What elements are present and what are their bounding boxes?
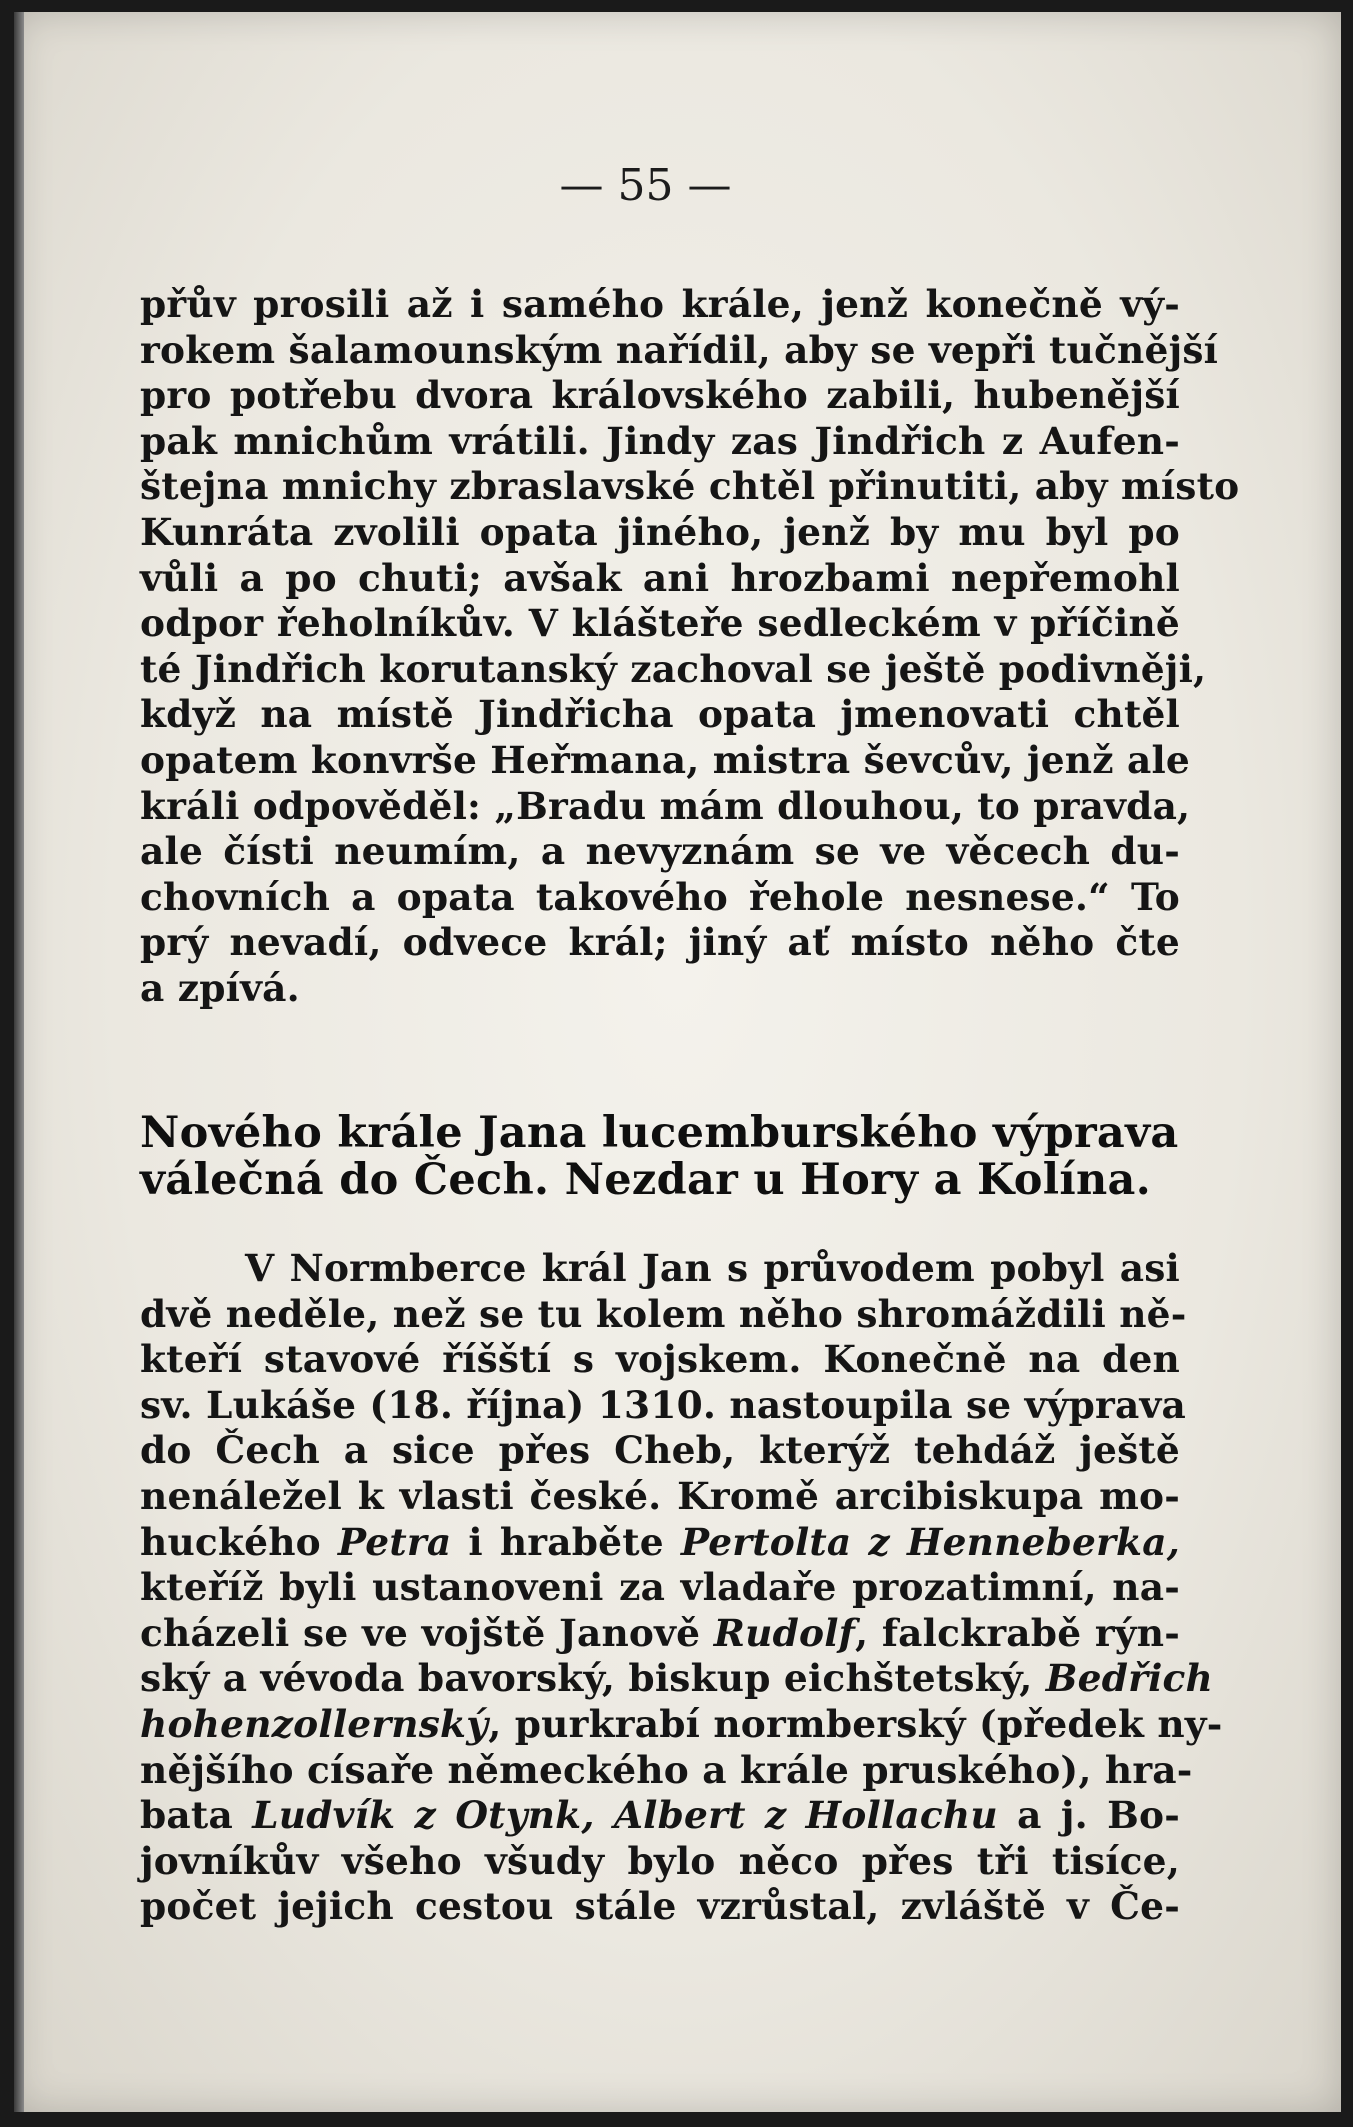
page-number: — 55 — [559, 160, 732, 211]
text-line: do Čech a sice přes Cheb, kterýž tehdáž ještě [140, 1428, 1180, 1473]
text-line: odpor řeholníkův. V klášteře sedleckém v příčině [140, 601, 1180, 646]
paragraph-1 [140, 282, 1240, 1012]
text-line: jovníkův všeho všudy bylo něco přes tři tisíce, [140, 1838, 1180, 1883]
paragraph-2 [140, 1246, 1223, 1930]
text-line: chovních a opata takového řehole nesnese.“ To [140, 874, 1180, 919]
text-line: počet jejich cestou stále vzrůstal, zvláště v Če- [140, 1884, 1180, 1929]
text-line: a zpívá. [140, 965, 300, 1010]
name-pertolta: Pertolta z Henneberka, [680, 1519, 1180, 1564]
text-line: rokem šalamounským nařídil, aby se vepři tučnější [140, 327, 1219, 372]
text-line: V Normberce král Jan s průvodem pobyl asi [245, 1246, 1180, 1290]
text-line: opatem konvrše Heřmana, mistra ševcův, jenž ale [140, 737, 1190, 782]
text-line: ale čísti neumím, a nevyznám se ve věcech du- [140, 829, 1180, 874]
text-line: kteří stavové říšští s vojskem. Konečně na den [140, 1337, 1180, 1382]
paragraph-1-text [140, 282, 1240, 1012]
chapter-heading-line-1: Nového krále Jana lucemburského výprava [140, 1108, 1179, 1158]
text-line: vůli a po chuti; avšak ani hrozbami nepřemohl [140, 555, 1180, 600]
text-run: , falckrabě rýn- [855, 1610, 1180, 1655]
text-line: králi odpověděl: „Bradu mám dlouhou, to pravda, [140, 783, 1191, 828]
text-line: když na místě Jindřicha opata jmenovati chtěl [140, 692, 1180, 737]
text-line: pak mnichům vrátili. Jindy zas Jindřich z Aufen- [140, 418, 1180, 463]
text-line: prý nevadí, odvece král; jiný ať místo něho čte [140, 920, 1180, 965]
text-line [140, 1793, 1180, 1839]
text-line: té Jindřich korutanský zachoval se ještě podivněji, [140, 646, 1207, 691]
text-line: nenáležel k vlasti české. Kromě arcibiskupa mo- [140, 1473, 1180, 1518]
text-run: huckého [140, 1519, 338, 1564]
text-run: bata [140, 1793, 253, 1838]
name-hohenzollernsky: hohenzollernský [140, 1701, 489, 1746]
name-albert: Albert z Hollachu [613, 1793, 998, 1838]
text-run: , purkrabí normberský (předek ny- [488, 1701, 1223, 1746]
text-run: i hraběte [451, 1519, 681, 1564]
name-ludvik: Ludvík z Otynk, [252, 1793, 595, 1838]
text-line: sv. Lukáše (18. října) 1310. nastoupila se výprava [140, 1382, 1186, 1427]
text-line: nějšího císaře německého a krále pruského), hra- [140, 1747, 1193, 1792]
text-line: pro potřebu dvora královského zabili, hubenější [140, 373, 1180, 418]
text-line: přův prosili až i samého krále, jenž konečně vý- [140, 282, 1180, 326]
paragraph-2-text [140, 1246, 1223, 1930]
text-line: štejna mnichy zbraslavské chtěl přinutiti, aby místo [140, 464, 1240, 509]
text-line [140, 1701, 1223, 1748]
text-line [140, 1656, 1214, 1702]
chapter-heading [140, 1110, 1180, 1204]
text-line: dvě neděle, než se tu kolem něho shromáždili ně- [140, 1291, 1187, 1336]
text-line: Kunráta zvolili opata jiného, jenž by mu byl po [140, 509, 1180, 554]
text-line [140, 1520, 1180, 1566]
chapter-heading-line-2: válečná do Čech. Nezdar u Hory a Kolína. [140, 1155, 1151, 1205]
page-binding-edge [14, 12, 24, 2112]
name-bedrich: Bedřich [1045, 1656, 1214, 1701]
text-run: a j. Bo- [997, 1793, 1181, 1838]
name-petra: Petra [337, 1519, 452, 1564]
text-run [595, 1793, 614, 1837]
text-run: cházeli se ve vojště Janově [140, 1610, 714, 1655]
name-rudolf: Rudolf [713, 1610, 855, 1655]
text-run: ský a vévoda bavorský, biskup eichštetský, [140, 1656, 1046, 1701]
text-line: kteříž byli ustanoveni za vladaře prozatimní, na- [140, 1565, 1180, 1610]
book-page [14, 12, 1341, 2112]
text-line [140, 1611, 1180, 1657]
